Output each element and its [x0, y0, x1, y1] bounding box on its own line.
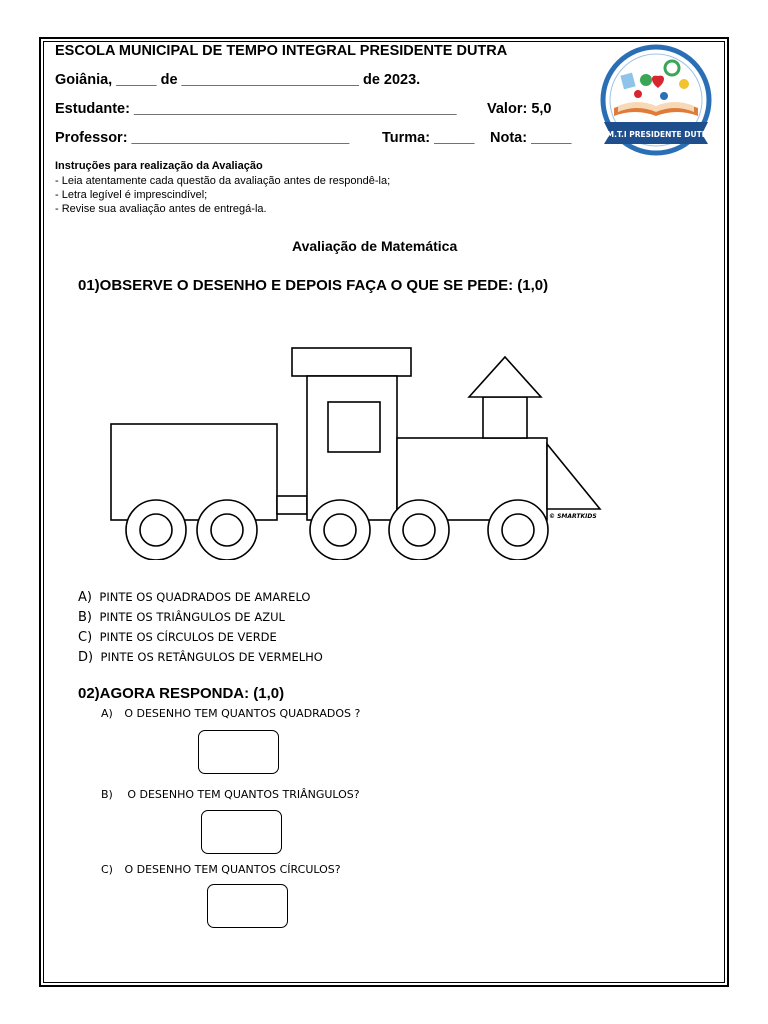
item-letter: D)	[78, 650, 94, 665]
item-letter: A)	[78, 590, 92, 605]
school-name: ESCOLA MUNICIPAL DE TEMPO INTEGRAL PRESIDENTE DUTRA	[55, 43, 508, 59]
q1-item-b	[78, 608, 285, 626]
item-letter: B)	[101, 788, 113, 801]
student-field[interactable]: Estudante: ________________________________________	[55, 101, 457, 117]
item-text: O DESENHO TEM QUANTOS QUADRADOS ?	[124, 707, 361, 720]
subject-title: Avaliação de Matemática	[292, 238, 458, 254]
q2-item-b	[101, 788, 360, 801]
item-letter: B)	[78, 610, 92, 625]
question-2-title: 02)AGORA RESPONDA: (1,0)	[78, 685, 285, 702]
item-text: PINTE OS RETÂNGULOS DE VERMELHO	[100, 650, 323, 664]
item-text: PINTE OS QUADRADOS DE AMARELO	[99, 590, 311, 604]
date-line: Goiânia, _____ de ______________________ de 2023.	[55, 72, 421, 88]
item-text: PINTE OS CÍRCULOS DE VERDE	[99, 630, 277, 644]
logo-banner-text: E.M.T.I PRESIDENTE DUTRA	[598, 130, 714, 139]
school-logo	[592, 44, 720, 156]
grade-field[interactable]: Nota: _____	[490, 130, 572, 146]
item-letter: C)	[101, 863, 113, 876]
q1-item-a	[78, 588, 311, 606]
item-text: O DESENHO TEM QUANTOS CÍRCULOS?	[124, 863, 341, 876]
instruction-item: - Leia atentamente cada questão da avaliação antes de respondê-la;	[55, 175, 391, 187]
chimney-square	[483, 397, 527, 438]
q2-item-a	[101, 707, 360, 720]
teacher-field[interactable]: Professor: ___________________________	[55, 130, 350, 146]
item-letter: C)	[78, 630, 93, 645]
image-credit: © SMARTKIDS	[549, 513, 597, 520]
q1-item-c	[78, 628, 277, 646]
instructions-title: Instruções para realização da Avaliação	[55, 160, 263, 172]
front-triangle	[547, 444, 600, 509]
answer-box-triangles[interactable]	[201, 810, 282, 854]
answer-box-circles[interactable]	[207, 884, 288, 928]
answer-box-squares[interactable]	[198, 730, 279, 774]
value-label: Valor: 5,0	[487, 101, 552, 117]
instruction-item: - Letra legível é imprescindível;	[55, 189, 208, 201]
item-letter: A)	[101, 707, 113, 720]
coupler-rectangle	[277, 496, 307, 514]
q1-item-d	[78, 648, 323, 666]
question-1-title: 01)OBSERVE O DESENHO E DEPOIS FAÇA O QUE SE PEDE: (1,0)	[78, 277, 549, 294]
item-text: PINTE OS TRIÂNGULOS DE AZUL	[99, 610, 285, 624]
window-square	[328, 402, 380, 452]
item-text: O DESENHO TEM QUANTOS TRIÂNGULOS?	[127, 788, 360, 801]
chimney-triangle	[469, 357, 541, 397]
class-field[interactable]: Turma: _____	[382, 130, 475, 146]
train-drawing	[100, 340, 610, 560]
q2-item-c	[101, 863, 341, 876]
roof-rectangle	[292, 348, 411, 376]
wagon-rectangle	[111, 424, 277, 520]
instruction-item: - Revise sua avaliação antes de entregá-la.	[55, 203, 267, 215]
